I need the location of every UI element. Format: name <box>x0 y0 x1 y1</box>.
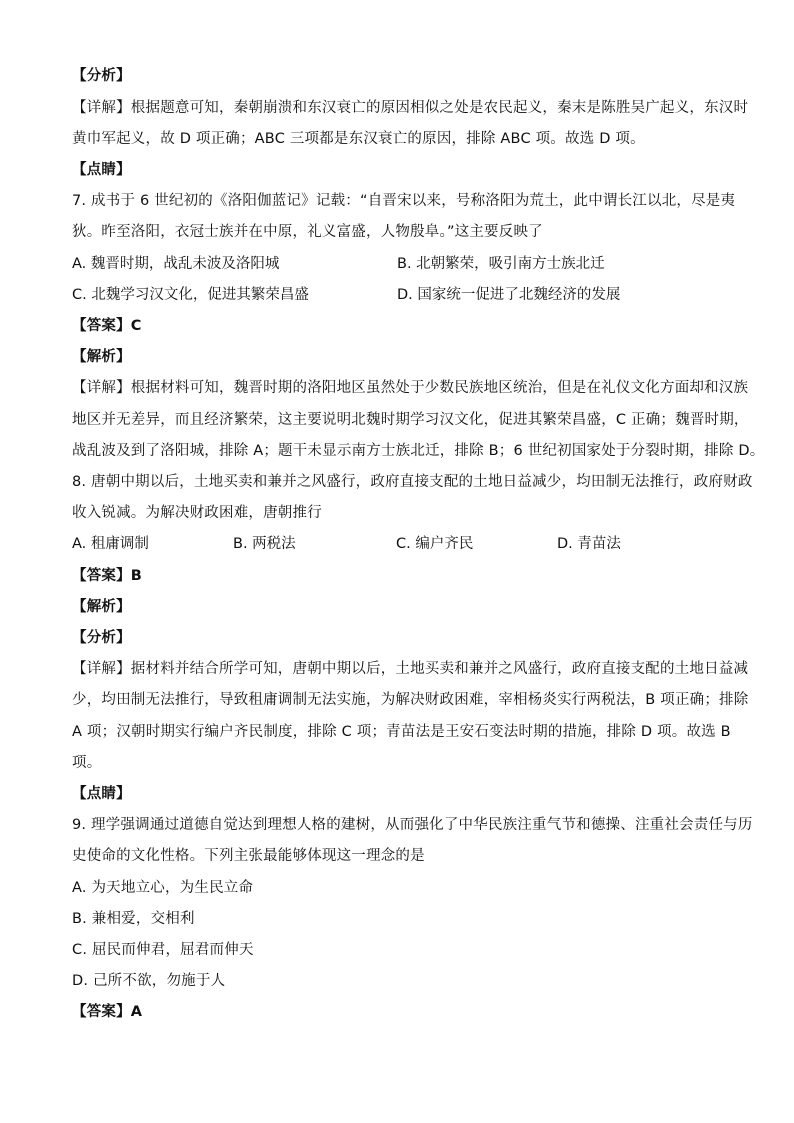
text-line: 战乱波及到了洛阳城，排除 A；题干未显示南方士族北迁，排除 B；6 世纪初国家处于分裂时期，排除 D。 <box>72 443 765 459</box>
question-8-option-d: D. 青苗法 <box>557 536 621 552</box>
question-7-option-b: B. 北朝繁荣，吸引南方士族北迁 <box>397 256 605 272</box>
question-8-option-a: A. 租庸调制 <box>72 536 149 552</box>
answer-label: 【答案】B <box>72 568 143 584</box>
question-9-stem: 9. 理学强调通过道德自觉达到理想人格的建树，从而强化了中华民族注重气节和德操、注重社会责任与历 <box>72 817 753 833</box>
section-label-analysis: 【分析】 <box>72 630 131 646</box>
text-line: 地区并无差异，而且经济繁荣，这主要说明北魏时期学习汉文化，促进其繁荣昌盛，C 正确；魏晋时期， <box>72 412 749 428</box>
text-line: 黄巾军起义，故 D 项正确；ABC 三项都是东汉衰亡的原因，排除 ABC 项。故选 D 项。 <box>72 131 645 147</box>
question-7-option-a: A. 魏晋时期，战乱未波及洛阳城 <box>72 256 280 272</box>
question-9-option-a: A. 为天地立心，为生民立命 <box>72 880 254 896</box>
question-9-option-c: C. 屈民而伸君，屈君而伸天 <box>72 942 254 958</box>
answer-label: 【答案】A <box>72 1004 143 1020</box>
text-line: 【详解】根据题意可知，秦朝崩溃和东汉衰亡的原因相似之处是农民起义，秦末是陈胜吴广起义，东汉时 <box>72 100 749 116</box>
question-7-stem: 7. 成书于 6 世纪初的《洛阳伽蓝记》记载：“自晋宋以来，号称洛阳为荒土，此中谓长江以北，尽是夷 <box>72 193 736 209</box>
section-label-explanation: 【解析】 <box>72 349 131 365</box>
section-label-analysis: 【分析】 <box>72 68 131 84</box>
question-8-option-c: C. 编户齐民 <box>396 536 474 552</box>
question-7-option-c: C. 北魏学习汉文化，促进其繁荣昌盛 <box>72 287 309 303</box>
question-8-stem: 收入锐减。为解决财政困难，唐朝推行 <box>72 505 322 521</box>
section-label-note: 【点睛】 <box>72 786 131 802</box>
question-9-stem: 史使命的文化性格。下列主张最能够体现这一理念的是 <box>72 848 425 864</box>
text-line: 【详解】根据材料可知，魏晋时期的洛阳地区虽然处于少数民族地区统治，但是在礼仪文化方面却和汉族 <box>72 380 749 396</box>
section-label-note: 【点睛】 <box>72 162 131 178</box>
question-7-option-d: D. 国家统一促进了北魏经济的发展 <box>397 287 621 303</box>
text-line: 【详解】据材料并结合所学可知，唐朝中期以后，土地买卖和兼并之风盛行，政府直接支配的土地日益减 <box>72 661 749 677</box>
question-7-stem: 狄。昨至洛阳，衣冠士族并在中原，礼义富盛，人物殷阜。”这主要反映了 <box>72 224 543 240</box>
question-9-option-b: B. 兼相爱，交相利 <box>72 911 195 927</box>
question-8-option-b: B. 两税法 <box>233 536 296 552</box>
text-line: A 项；汉朝时期实行编户齐民制度，排除 C 项；青苗法是王安石变法时期的措施，排除 D 项。故选 B <box>72 724 731 740</box>
answer-label: 【答案】C <box>72 318 142 334</box>
text-line: 项。 <box>72 755 102 771</box>
section-label-explanation: 【解析】 <box>72 599 131 615</box>
question-9-option-d: D. 己所不欲，勿施于人 <box>72 973 226 989</box>
question-8-stem: 8. 唐朝中期以后，土地买卖和兼并之风盛行，政府直接支配的土地日益减少，均田制无法推行，政府财政 <box>72 474 753 490</box>
text-line: 少，均田制无法推行，导致租庸调制无法实施，为解决财政困难，宰相杨炎实行两税法，B 项正确；排除 <box>72 692 749 708</box>
